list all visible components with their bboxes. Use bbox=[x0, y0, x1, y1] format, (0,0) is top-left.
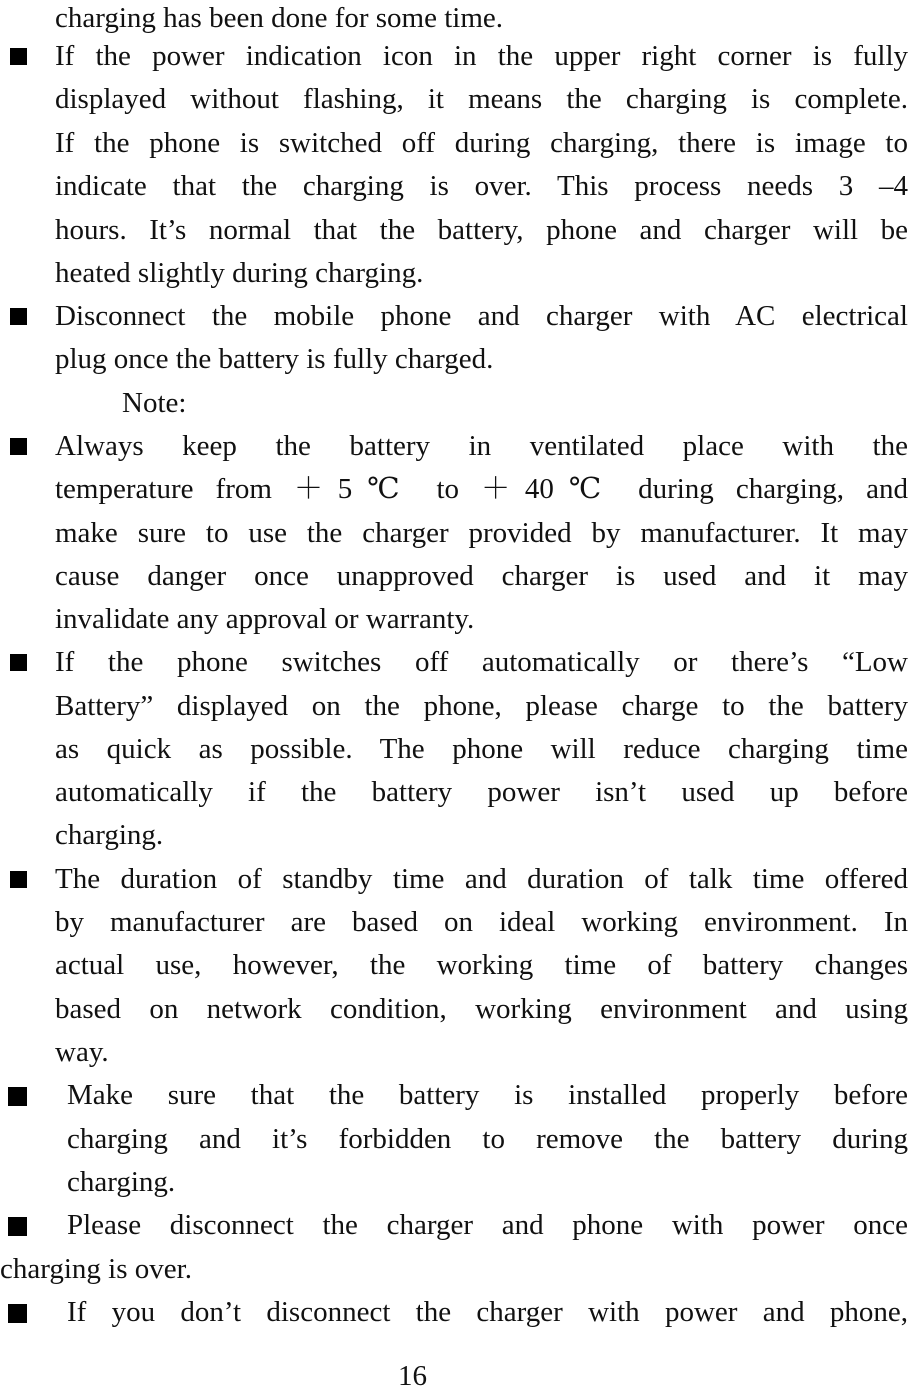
lead-line: charging has been done for some time. bbox=[55, 2, 504, 34]
bullet-1-line-2: displayed without flashing, it means the charging is complete. bbox=[55, 83, 908, 115]
bullet-1-line-3: If the phone is switched off during charging, there is image to bbox=[55, 127, 908, 159]
bullet-1-line-6: heated slightly during charging. bbox=[55, 257, 424, 289]
bullet-2-line-1: Disconnect the mobile phone and charger with AC electrical bbox=[55, 300, 908, 332]
bullet-icon bbox=[8, 1217, 27, 1236]
note-3-line-3: actual use, however, the working time of battery changes bbox=[55, 949, 908, 981]
note-3-line-4: based on network condition, working environment and using bbox=[55, 993, 908, 1025]
note-2-line-2: Battery” displayed on the phone, please charge to the battery bbox=[55, 690, 908, 722]
note-1-line-4: cause danger once unapproved charger is used and it may bbox=[55, 560, 908, 592]
note-2-line-5: charging. bbox=[55, 819, 164, 851]
note-1-line-3: make sure to use the charger provided by manufacturer. It may bbox=[55, 517, 908, 549]
note-1-line-2: temperature from ＋5℃ to ＋40℃ during charging, and bbox=[55, 473, 908, 505]
note-4-line-1: Make sure that the battery is installed properly before bbox=[67, 1079, 908, 1111]
bullet-1-line-4: indicate that the charging is over. This process needs 3 –4 bbox=[55, 170, 908, 202]
bullet-icon bbox=[8, 1087, 27, 1106]
note-label: Note: bbox=[122, 387, 187, 419]
note-2-line-4: automatically if the battery power isn’t used up before bbox=[55, 776, 908, 808]
note-1-line-5: invalidate any approval or warranty. bbox=[55, 603, 475, 635]
bullet-icon bbox=[10, 48, 27, 65]
note-3-line-1: The duration of standby time and duration of talk time offered bbox=[55, 863, 908, 895]
note-3-line-5: way. bbox=[55, 1036, 109, 1068]
bullet-icon bbox=[10, 308, 27, 325]
note-6-line-1: If you don’t disconnect the charger with power and phone, bbox=[67, 1296, 908, 1328]
page-number: 16 bbox=[398, 1360, 427, 1392]
bullet-1-line-5: hours. It’s normal that the battery, phone and charger will be bbox=[55, 214, 908, 246]
bullet-icon bbox=[10, 654, 27, 671]
bullet-2-line-2: plug once the battery is fully charged. bbox=[55, 343, 494, 375]
note-1-line-1: Always keep the battery in ventilated place with the bbox=[55, 430, 908, 462]
note-3-line-2: by manufacturer are based on ideal working environment. In bbox=[55, 906, 908, 938]
note-4-line-3: charging. bbox=[67, 1166, 176, 1198]
bullet-1-line-1: If the power indication icon in the upper right corner is fully bbox=[55, 40, 908, 72]
bullet-icon bbox=[10, 871, 27, 888]
note-2-line-3: as quick as possible. The phone will reduce charging time bbox=[55, 733, 908, 765]
bullet-icon bbox=[8, 1304, 27, 1323]
note-5-line-1: Please disconnect the charger and phone with power once bbox=[67, 1209, 908, 1241]
note-5-line-2: charging is over. bbox=[0, 1253, 192, 1285]
note-4-line-2: charging and it’s forbidden to remove the battery during bbox=[67, 1123, 908, 1155]
note-2-line-1: If the phone switches off automatically or there’s “Low bbox=[55, 646, 908, 678]
bullet-icon bbox=[10, 438, 27, 455]
